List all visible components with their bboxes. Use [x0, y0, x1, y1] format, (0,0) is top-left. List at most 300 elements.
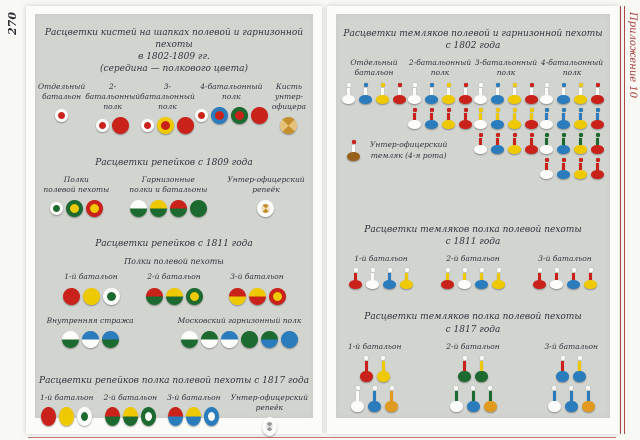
sword-knot-icon — [407, 108, 422, 129]
knot-tassel — [540, 95, 553, 104]
group-label-line: полк — [222, 91, 241, 101]
pompon-icon — [231, 107, 248, 124]
knot-stem — [489, 391, 492, 401]
sword-knot-icon — [359, 356, 374, 382]
knot-rows — [473, 83, 539, 154]
color-group — [268, 82, 310, 135]
unter-officer-badge-icon — [280, 117, 297, 134]
knot-tassel — [584, 280, 597, 289]
sword-knot-icon — [365, 268, 380, 289]
group-row — [35, 175, 313, 218]
sword-knot-icon — [473, 108, 488, 129]
sword-knot-icon — [473, 83, 488, 104]
knot-tassel — [550, 280, 563, 289]
knot-tassel — [450, 401, 463, 412]
section-title — [35, 27, 313, 76]
sword-knot-icon — [507, 108, 522, 129]
appendix-label: Приложение 10 — [627, 12, 638, 99]
knot-knob — [381, 356, 385, 360]
sword-knot-icon — [573, 83, 588, 104]
color-group — [231, 393, 308, 436]
knot-stem — [480, 361, 483, 371]
knot-tassel — [582, 401, 595, 412]
knot-knob — [552, 386, 556, 390]
knot-stem — [596, 88, 599, 95]
battalion-group — [348, 342, 401, 412]
sword-knot-icon — [539, 108, 554, 129]
knot-row — [547, 356, 596, 382]
knot-knob — [405, 268, 409, 272]
pompon-icon — [130, 200, 147, 217]
knot-stem — [347, 88, 350, 95]
knot-knob — [562, 83, 566, 87]
knot-row — [407, 83, 473, 104]
knot-tassel — [557, 120, 570, 129]
pompon-center — [107, 292, 116, 301]
pompon-icon — [186, 288, 203, 305]
knot-knob — [446, 268, 450, 272]
knot-stem — [464, 88, 467, 95]
pompon-icon — [186, 407, 201, 426]
knot-stem — [447, 88, 450, 95]
knot-stem — [545, 88, 548, 95]
group-label-line: батальон — [354, 68, 394, 78]
title-line: Расцветки темляков полка полевой пехоты — [364, 312, 582, 323]
knot-stem — [562, 163, 565, 170]
knot-knob — [555, 268, 559, 272]
knot-knob — [430, 108, 434, 112]
badge-row — [257, 199, 274, 218]
battalion-group — [532, 254, 598, 289]
pompon-icon — [241, 331, 258, 348]
sword-knot-icon — [348, 268, 363, 289]
pompon-icon — [166, 288, 183, 305]
group-label-line: репеёк — [255, 402, 284, 412]
sword-knot-icon — [556, 133, 571, 154]
group-label-line: 3-й батальон — [538, 254, 592, 264]
knot-stem — [398, 88, 401, 95]
knot-knob — [390, 386, 394, 390]
pompon-center — [81, 412, 88, 421]
knot-stem — [538, 273, 541, 280]
group-row — [35, 272, 313, 305]
pompon-icon — [190, 200, 207, 217]
knot-knob — [373, 386, 377, 390]
group-label — [40, 393, 93, 403]
knot-knob — [447, 83, 451, 87]
group-label-line: 1-й батальон — [64, 272, 118, 282]
group-label-line: Московский гарнизонный полк — [177, 315, 302, 325]
pompon-icon — [141, 119, 154, 132]
group-row — [336, 342, 610, 412]
group-label-line: 2-й батальон — [446, 341, 500, 351]
color-group — [129, 175, 207, 218]
knot-rows — [341, 83, 407, 104]
group-label-line: 3-й батальон — [230, 272, 284, 282]
sword-knot-icon — [490, 108, 505, 129]
knot-row — [348, 268, 414, 289]
color-group — [63, 272, 120, 305]
unter-officer-knot-icon — [346, 140, 361, 161]
sword-knot-icon — [376, 356, 391, 382]
knot-knob — [538, 268, 542, 272]
knot-knob — [398, 83, 402, 87]
group-label — [129, 175, 207, 195]
pompon-icon — [105, 407, 120, 426]
knot-tassel — [574, 95, 587, 104]
bottom-rule — [28, 437, 616, 438]
badge-row — [62, 330, 119, 349]
group-label-line: 4-батальонный — [540, 58, 604, 68]
sword-knot-icon — [549, 268, 564, 289]
pompon-icon — [229, 288, 246, 305]
knot-tassel — [574, 145, 587, 154]
knot-stem — [464, 113, 467, 120]
unter-officer-note — [346, 140, 447, 161]
knot-rows — [440, 268, 506, 289]
knot-knob — [545, 158, 549, 162]
group-label-line: 1-й батальон — [40, 392, 94, 402]
knot-stem — [578, 361, 581, 371]
title-line: в 1802-1809 гг. — [138, 52, 210, 63]
color-group — [38, 82, 85, 125]
knot-row — [539, 133, 605, 154]
right-section-1 — [336, 224, 610, 289]
knot-knob — [454, 386, 458, 390]
knot-tassel — [533, 280, 546, 289]
left-section-0 — [35, 14, 313, 135]
sword-knot-icon — [524, 83, 539, 104]
sword-knot-icon — [483, 386, 498, 412]
title-line: с 1802 года — [445, 41, 501, 52]
color-group — [40, 393, 93, 426]
color-group — [178, 316, 302, 349]
knot-stem — [513, 113, 516, 120]
pompon-icon — [168, 407, 183, 426]
knot-tassel — [567, 280, 580, 289]
knot-tassel — [591, 145, 604, 154]
knot-knob — [572, 268, 576, 272]
knot-knob — [589, 268, 593, 272]
knot-knob — [562, 133, 566, 137]
sword-knot-icon — [382, 268, 397, 289]
knot-knob — [471, 386, 475, 390]
title-line: Расцветки кистей на шапках полевой и гарнизонной пехоты — [44, 28, 304, 51]
sword-knot-icon — [573, 133, 588, 154]
color-group — [146, 272, 203, 305]
knot-tassel — [574, 170, 587, 179]
knot-stem — [555, 273, 558, 280]
knot-stem — [579, 113, 582, 120]
knot-row — [473, 108, 539, 129]
pompon-icon — [83, 288, 100, 305]
sword-knot-icon — [572, 356, 587, 382]
group-label-line: 3-й батальон — [167, 392, 221, 402]
group-label-line: Полки — [63, 175, 89, 185]
group-label — [140, 82, 195, 112]
knot-tassel — [491, 120, 504, 129]
knot-knob — [413, 83, 417, 87]
sword-knot-icon — [358, 83, 373, 104]
knot-knob — [586, 386, 590, 390]
knot-tassel — [492, 280, 505, 289]
knot-knob — [464, 83, 468, 87]
group-label — [348, 342, 401, 352]
pompon-icon — [221, 331, 238, 348]
pompon-center — [161, 121, 170, 130]
knot-row — [350, 386, 399, 412]
right-page — [327, 6, 619, 434]
knot-knob — [480, 268, 484, 272]
knot-tassel — [474, 145, 487, 154]
knot-tassel — [385, 401, 398, 412]
knot-knob — [371, 268, 375, 272]
knot-tassel — [359, 95, 372, 104]
knot-stem — [446, 273, 449, 280]
right-section-2 — [336, 311, 610, 411]
knot-knob — [562, 158, 566, 162]
title-line: Расцветки темляков полевой и гарнизонной пехоты — [343, 29, 603, 39]
sword-knot-icon — [491, 268, 506, 289]
knot-knob — [352, 140, 356, 144]
sword-knot-icon — [350, 386, 365, 412]
group-label-line: 1-й батальон — [348, 341, 402, 351]
sword-knot-icon — [440, 268, 455, 289]
group-label-line: 3-батальонный — [140, 81, 195, 101]
knot-tassel — [591, 170, 604, 179]
group-label-line: Внутренняя стража — [46, 315, 134, 325]
pompon-center — [53, 205, 60, 212]
pompon-icon — [146, 288, 163, 305]
color-group — [167, 393, 220, 426]
group-label — [64, 272, 117, 282]
pompon-icon — [66, 200, 83, 217]
knot-tassel — [400, 280, 413, 289]
group-label — [268, 82, 310, 112]
knot-rows — [449, 356, 498, 412]
group-label — [446, 254, 499, 264]
right-section-0 — [336, 14, 610, 200]
knot-stem — [371, 273, 374, 280]
group-label-line: 2-батальонный — [408, 58, 472, 68]
sword-knot-icon — [547, 386, 562, 412]
knot-stem — [545, 138, 548, 145]
group-label-line: полевой пехоты — [43, 185, 110, 195]
pompon-icon — [77, 407, 92, 426]
badge-row — [229, 287, 286, 306]
pompon-icon — [141, 407, 156, 426]
knot-stem — [579, 138, 582, 145]
knot-stem — [405, 273, 408, 280]
knot-stem — [596, 113, 599, 120]
badge-row — [146, 287, 203, 306]
section-title — [35, 157, 313, 169]
group-label-line: 4-батальонный — [200, 81, 263, 91]
pompon-icon — [195, 109, 208, 122]
pompon-icon — [177, 117, 194, 134]
pompon-icon — [201, 331, 218, 348]
knot-tassel — [351, 401, 364, 412]
knot-stem — [562, 113, 565, 120]
knot-knob — [578, 356, 582, 360]
knot-tassel — [467, 401, 480, 412]
knot-knob — [381, 83, 385, 87]
knot-knob — [579, 83, 583, 87]
group-label — [545, 342, 598, 352]
pompon-icon — [112, 117, 129, 134]
knot-tassel — [442, 120, 455, 129]
group-label — [43, 175, 109, 195]
knot-tassel — [425, 95, 438, 104]
knot-knob — [479, 83, 483, 87]
knot-rows — [407, 83, 473, 129]
knot-stem — [480, 273, 483, 280]
group-label-line: 1-й батальон — [354, 254, 408, 264]
knot-knob — [364, 83, 368, 87]
knot-tassel — [525, 120, 538, 129]
knot-tassel — [591, 95, 604, 104]
group-label — [409, 58, 471, 78]
quad-pattern — [266, 422, 273, 431]
title-line: (середина — полкового цвета) — [100, 64, 248, 75]
knot-stem — [365, 361, 368, 371]
knot-stem — [413, 113, 416, 120]
group-label-line: репеёк — [252, 185, 280, 195]
sword-knot-icon — [466, 386, 481, 412]
unter-officer-badge-icon — [262, 417, 277, 436]
knot-stem — [587, 391, 590, 401]
knot-knob — [479, 108, 483, 112]
sword-knot-icon — [449, 386, 464, 412]
pompon-icon — [157, 117, 174, 134]
badge-row — [168, 407, 219, 426]
knot-rows — [348, 268, 414, 289]
pompon-icon — [86, 200, 103, 217]
knot-knob — [530, 83, 534, 87]
title-line: Расцветки репейков полка полевой пехоты с 1817 года — [39, 375, 309, 386]
section-title — [336, 311, 610, 335]
sword-knot-icon — [524, 108, 539, 129]
title-line: с 1811 года — [445, 237, 501, 248]
group-label — [227, 175, 304, 195]
group-label-line: полк — [562, 68, 582, 78]
knot-stem — [356, 391, 359, 401]
pompon-icon — [150, 200, 167, 217]
group-label-line: полк — [430, 68, 450, 78]
knot-row — [539, 108, 605, 129]
pompon-icon — [281, 331, 298, 348]
knot-knob — [497, 268, 501, 272]
section-subtitle: Полки полевой пехоты — [124, 257, 224, 267]
group-label-line: полки и батальоны — [129, 185, 208, 195]
color-group — [140, 82, 195, 135]
pompon-icon — [269, 288, 286, 305]
group-label-line: 2-батальонный — [85, 81, 141, 101]
knot-knob — [347, 83, 351, 87]
pompon-center — [70, 204, 79, 213]
group-label-line: 3-й батальон — [544, 341, 598, 351]
title-line: Расцветки репейков с 1811 года — [95, 239, 253, 250]
sword-knot-icon — [474, 356, 489, 382]
group-label — [47, 316, 134, 326]
sword-knot-icon — [367, 386, 382, 412]
knot-knob — [464, 108, 468, 112]
knot-tassel — [383, 280, 396, 289]
color-group — [47, 316, 134, 349]
pompon-icon — [211, 107, 228, 124]
left-section-2 — [35, 238, 313, 348]
group-label — [541, 58, 603, 78]
knot-stem — [579, 163, 582, 170]
knot-tassel — [342, 95, 355, 104]
knot-tassel — [474, 95, 487, 104]
badge-row — [50, 199, 103, 218]
left-page — [26, 6, 322, 434]
knot-tassel — [459, 120, 472, 129]
badge-row — [141, 116, 194, 135]
sword-knot-icon — [458, 108, 473, 129]
knot-knob — [596, 133, 600, 137]
sword-knot-icon — [566, 268, 581, 289]
sword-knot-icon — [556, 158, 571, 179]
sword-knot-icon — [524, 133, 539, 154]
title-line: Расцветки репейков с 1809 года — [95, 157, 253, 168]
group-label-line: Гарнизонные — [141, 175, 195, 185]
group-label — [538, 254, 591, 264]
knot-tassel — [366, 280, 379, 289]
knot-row — [547, 386, 596, 412]
note-line: темляк (4-я рота) — [370, 150, 447, 160]
group-label-line: Кисть — [275, 81, 302, 91]
sword-knot-icon — [399, 268, 414, 289]
knot-knob — [488, 386, 492, 390]
pompon-icon — [123, 407, 138, 426]
section-title — [35, 375, 313, 387]
knot-tassel — [376, 95, 389, 104]
pompon-icon — [249, 288, 266, 305]
group-label-line: Отдельный — [38, 81, 86, 91]
battalion-group — [407, 58, 473, 128]
pompon-center — [58, 112, 65, 119]
knot-stem — [496, 113, 499, 120]
group-row — [336, 254, 610, 289]
sword-knot-icon — [458, 83, 473, 104]
badge-row — [262, 417, 277, 436]
knot-stem — [479, 113, 482, 120]
sword-knot-icon — [424, 83, 439, 104]
pompon-icon — [204, 407, 219, 426]
pompon-icon — [251, 107, 268, 124]
group-label-line: полк — [496, 68, 516, 78]
knot-knob — [579, 133, 583, 137]
badge-row — [63, 287, 120, 306]
knot-knob — [596, 83, 600, 87]
knot-knob — [569, 386, 573, 390]
knot-stem — [388, 273, 391, 280]
knot-stem — [430, 113, 433, 120]
knot-stem — [352, 145, 355, 152]
pompon-center — [144, 122, 151, 129]
section-title — [35, 238, 313, 250]
knot-knob — [463, 356, 467, 360]
color-group — [43, 175, 109, 218]
knot-tassel — [459, 95, 472, 104]
quad-pattern — [261, 204, 270, 213]
knot-knob — [530, 133, 534, 137]
knot-stem — [413, 88, 416, 95]
knot-tassel — [349, 280, 362, 289]
knot-tassel — [425, 120, 438, 129]
